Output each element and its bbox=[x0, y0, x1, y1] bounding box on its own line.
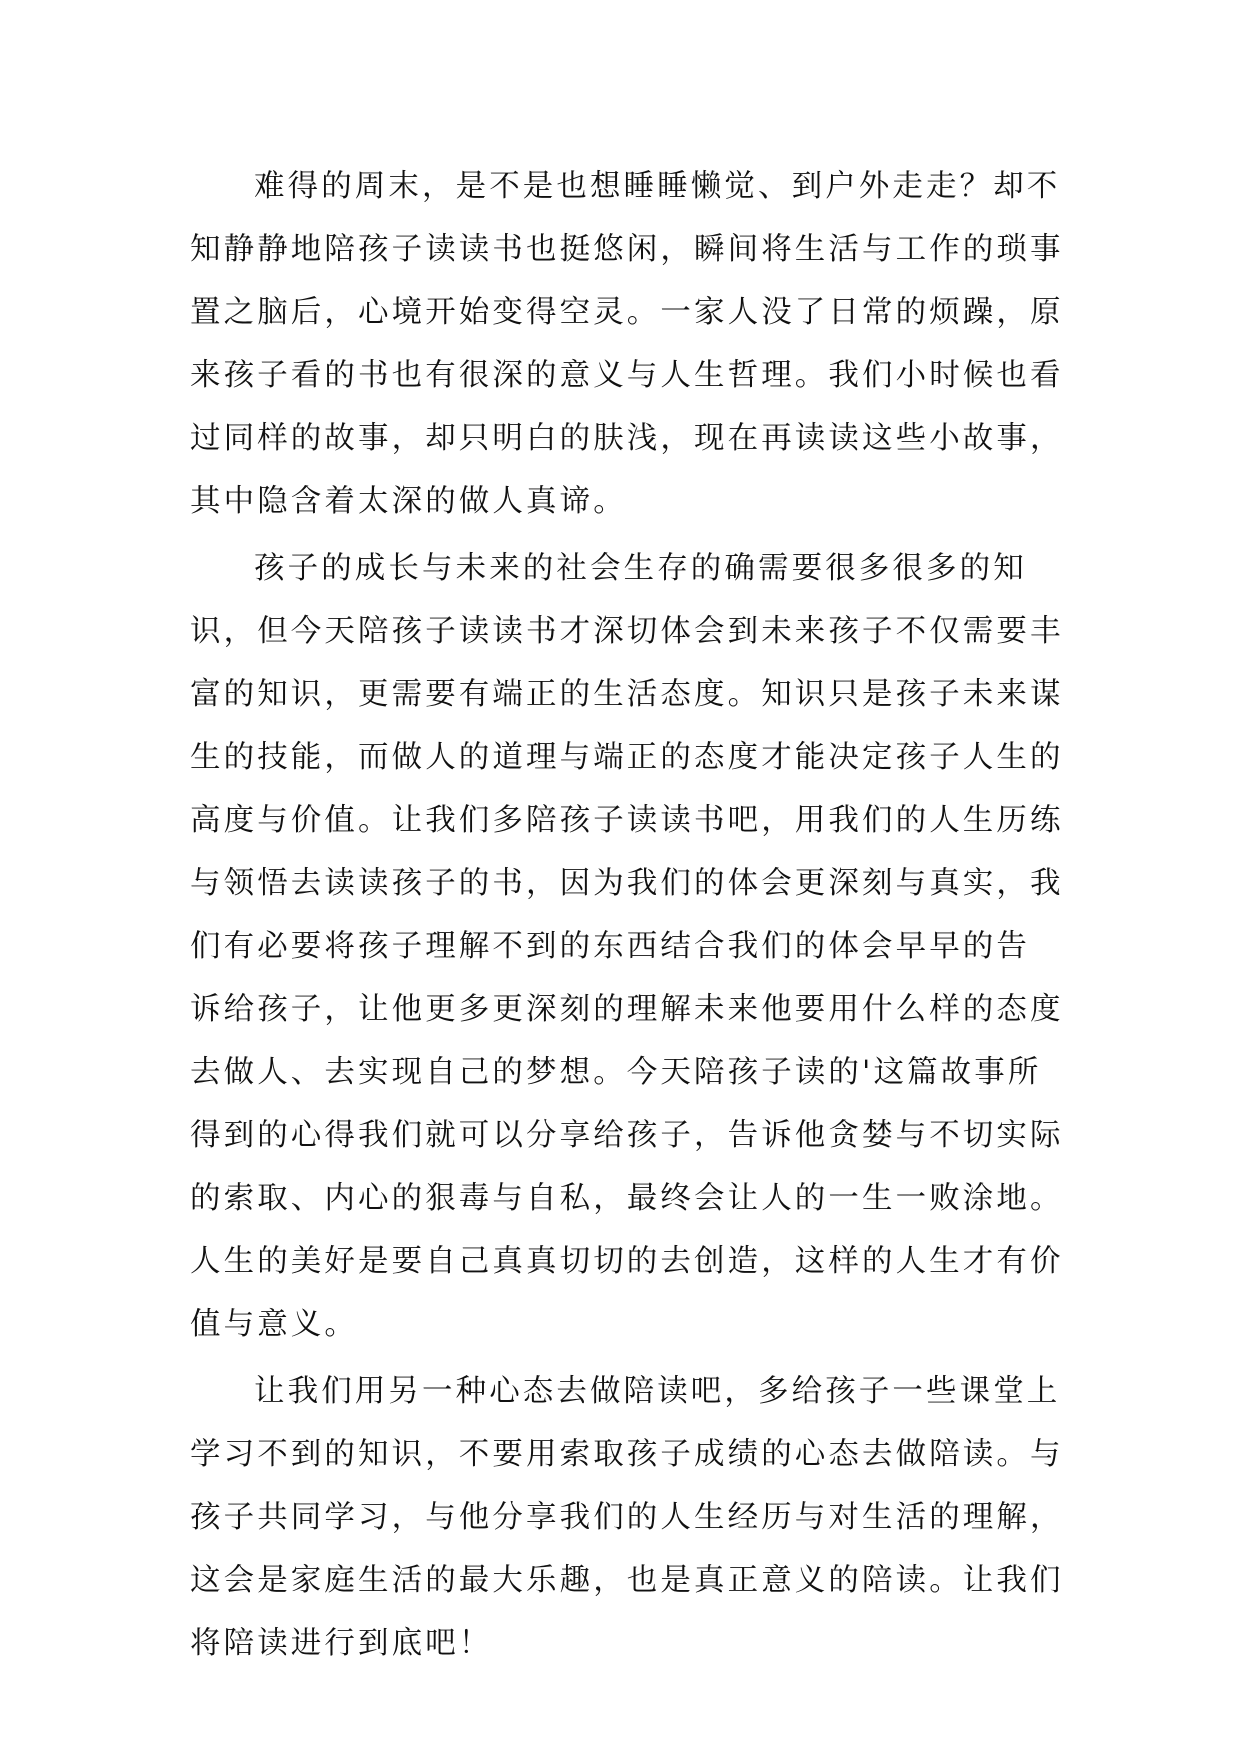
paragraph-line: 学习不到的知识，不要用索取孩子成绩的心态去做陪读。与 bbox=[190, 1437, 1064, 1472]
paragraph-line: 与领悟去读读孩子的书，因为我们的体会更深刻与真实，我 bbox=[190, 866, 1064, 901]
paragraph-line: 的索取、内心的狠毒与自私，最终会让人的一生一败涂地。 bbox=[190, 1181, 1064, 1216]
paragraph-line: 得到的心得我们就可以分享给孩子，告诉他贪婪与不切实际 bbox=[190, 1118, 1064, 1153]
paragraph-3 bbox=[190, 1360, 1064, 1675]
paragraph-line: 让我们用另一种心态去做陪读吧，多给孩子一些课堂上 bbox=[254, 1374, 1061, 1409]
paragraph-line: 其中隐含着太深的做人真谛。 bbox=[190, 484, 627, 519]
paragraph-2 bbox=[190, 537, 1064, 1356]
paragraph-line: 这会是家庭生活的最大乐趣，也是真正意义的陪读。让我们 bbox=[190, 1563, 1064, 1598]
paragraph-line: 难得的周末，是不是也想睡睡懒觉、到户外走走？却不 bbox=[254, 169, 1061, 204]
paragraph-line: 识，但今天陪孩子读读书才深切体会到未来孩子不仅需要丰 bbox=[190, 614, 1064, 649]
paragraph-line: 过同样的故事，却只明白的肤浅，现在再读读这些小故事， bbox=[190, 421, 1064, 456]
paragraph-line: 们有必要将孩子理解不到的东西结合我们的体会早早的告 bbox=[190, 929, 1030, 964]
paragraph-line: 人生的美好是要自己真真切切的去创造，这样的人生才有价 bbox=[190, 1244, 1064, 1279]
paragraph-line: 孩子共同学习，与他分享我们的人生经历与对生活的理解， bbox=[190, 1500, 1064, 1535]
paragraph-line: 去做人、去实现自己的梦想。今天陪孩子读的'这篇故事所 bbox=[190, 1055, 1042, 1090]
paragraph-line: 将陪读进行到底吧！ bbox=[190, 1626, 493, 1661]
document-body bbox=[190, 155, 1064, 1675]
paragraph-line: 生的技能，而做人的道理与端正的态度才能决定孩子人生的 bbox=[190, 740, 1064, 775]
paragraph-1 bbox=[190, 155, 1064, 533]
paragraph-line: 值与意义。 bbox=[190, 1307, 358, 1342]
paragraph-line: 知静静地陪孩子读读书也挺悠闲，瞬间将生活与工作的琐事 bbox=[190, 232, 1064, 267]
paragraph-line: 来孩子看的书也有很深的意义与人生哲理。我们小时候也看 bbox=[190, 358, 1064, 393]
paragraph-line: 孩子的成长与未来的社会生存的确需要很多很多的知 bbox=[254, 551, 1027, 586]
paragraph-line: 置之脑后，心境开始变得空灵。一家人没了日常的烦躁，原 bbox=[190, 295, 1064, 330]
paragraph-line: 高度与价值。让我们多陪孩子读读书吧，用我们的人生历练 bbox=[190, 803, 1064, 838]
paragraph-line: 诉给孩子，让他更多更深刻的理解未来他要用什么样的态度 bbox=[190, 992, 1064, 1027]
paragraph-line: 富的知识，更需要有端正的生活态度。知识只是孩子未来谋 bbox=[190, 677, 1064, 712]
